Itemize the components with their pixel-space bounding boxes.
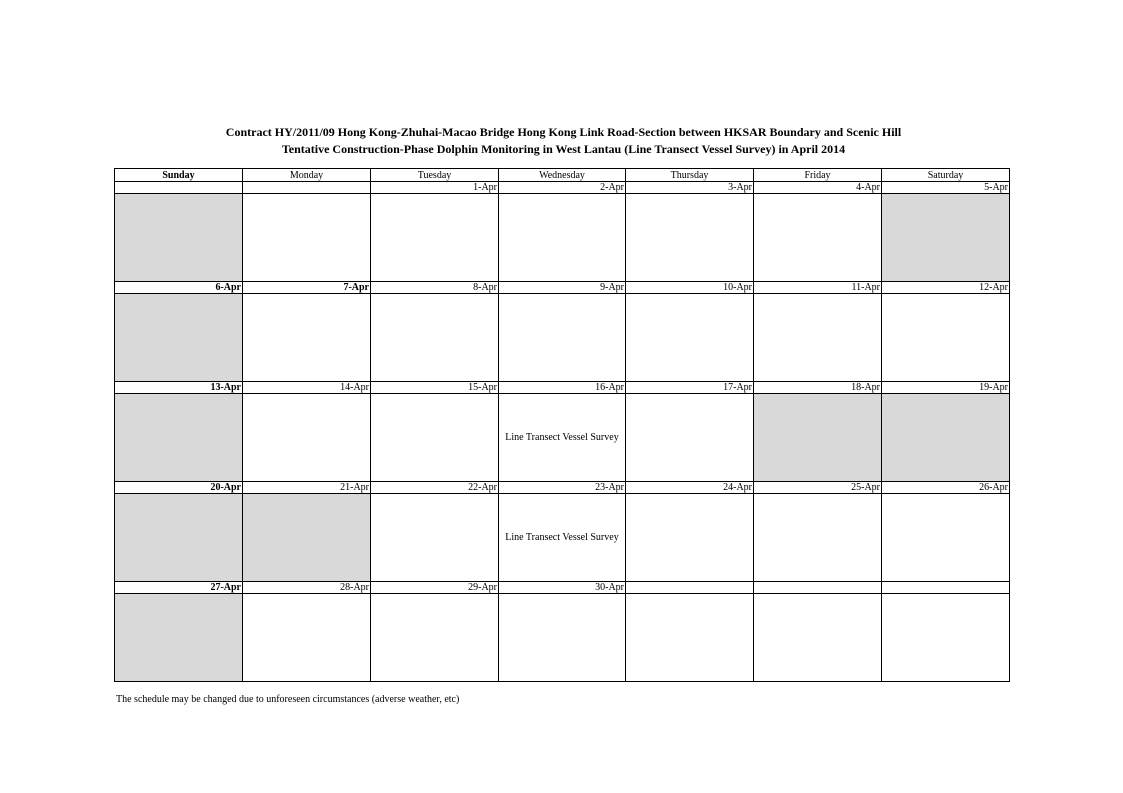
date-row (115, 282, 1010, 294)
day-cell (371, 294, 499, 382)
day-cell (754, 594, 882, 682)
day-cell (754, 294, 882, 382)
date-label-saturday (882, 582, 1010, 594)
date-label-wednesday: 16-Apr (499, 382, 626, 394)
date-label-monday: 21-Apr (243, 482, 371, 494)
day-body-row (115, 194, 1010, 282)
day-cell (371, 194, 499, 282)
date-label-thursday: 17-Apr (626, 382, 754, 394)
date-label-wednesday: 30-Apr (499, 582, 626, 594)
day-cell (243, 394, 371, 482)
date-label-saturday: 19-Apr (882, 382, 1010, 394)
calendar-table (114, 168, 1010, 682)
day-cell (626, 194, 754, 282)
day-cell (626, 294, 754, 382)
date-label-saturday: 26-Apr (882, 482, 1010, 494)
date-row (115, 582, 1010, 594)
date-label-thursday: 10-Apr (626, 282, 754, 294)
day-cell (371, 494, 499, 582)
day-cell (371, 394, 499, 482)
day-cell (754, 394, 882, 482)
day-cell (371, 594, 499, 682)
day-cell (115, 394, 243, 482)
day-cell (243, 194, 371, 282)
date-label-sunday: 13-Apr (115, 382, 243, 394)
date-label-thursday: 3-Apr (626, 182, 754, 194)
date-label-friday: 25-Apr (754, 482, 882, 494)
day-cell (499, 594, 626, 682)
day-body-row (115, 294, 1010, 382)
date-label-friday: 11-Apr (754, 282, 882, 294)
date-label-tuesday: 29-Apr (371, 582, 499, 594)
date-label-thursday (626, 582, 754, 594)
day-cell (115, 194, 243, 282)
date-label-saturday: 5-Apr (882, 182, 1010, 194)
weekday-header-row (115, 169, 1010, 182)
date-row (115, 382, 1010, 394)
date-label-friday (754, 582, 882, 594)
date-row (115, 182, 1010, 194)
weekday-header-monday: Monday (243, 169, 371, 182)
day-cell (882, 294, 1010, 382)
date-label-monday: 7-Apr (243, 282, 371, 294)
day-cell (243, 594, 371, 682)
weekday-header-friday: Friday (754, 169, 882, 182)
document-subtitle: Tentative Construction-Phase Dolphin Monitoring in West Lantau (Line Transect Vessel Survey) in April 2014 (281, 142, 846, 156)
weekday-header-thursday: Thursday (626, 169, 754, 182)
day-cell (754, 494, 882, 582)
weekday-header-tuesday: Tuesday (371, 169, 499, 182)
date-label-monday: 28-Apr (243, 582, 371, 594)
day-cell (882, 394, 1010, 482)
day-cell (626, 594, 754, 682)
survey-event-cell: Line Transect Vessel Survey (499, 494, 626, 582)
date-label-sunday: 6-Apr (115, 282, 243, 294)
day-cell (115, 594, 243, 682)
date-label-monday (243, 182, 371, 194)
weekday-header-saturday: Saturday (882, 169, 1010, 182)
weekday-header-wednesday: Wednesday (499, 169, 626, 182)
day-cell (626, 394, 754, 482)
day-cell (243, 494, 371, 582)
document-title: Contract HY/2011/09 Hong Kong-Zhuhai-Macao Bridge Hong Kong Link Road-Section between HKSAR Boundary and Scenic Hill (225, 125, 902, 139)
date-label-friday: 18-Apr (754, 382, 882, 394)
date-label-sunday (115, 182, 243, 194)
day-body-row (115, 394, 1010, 482)
day-cell (882, 594, 1010, 682)
date-label-tuesday: 22-Apr (371, 482, 499, 494)
date-label-wednesday: 2-Apr (499, 182, 626, 194)
date-label-monday: 14-Apr (243, 382, 371, 394)
day-cell (115, 494, 243, 582)
date-label-tuesday: 15-Apr (371, 382, 499, 394)
schedule-footnote: The schedule may be changed due to unforeseen circumstances (adverse weather, etc) (116, 694, 460, 705)
date-label-tuesday: 1-Apr (371, 182, 499, 194)
day-cell (754, 194, 882, 282)
date-label-friday: 4-Apr (754, 182, 882, 194)
survey-event-cell: Line Transect Vessel Survey (499, 394, 626, 482)
day-cell (626, 494, 754, 582)
date-label-saturday: 12-Apr (882, 282, 1010, 294)
day-body-row (115, 594, 1010, 682)
date-row (115, 482, 1010, 494)
date-label-tuesday: 8-Apr (371, 282, 499, 294)
day-cell (499, 294, 626, 382)
date-label-wednesday: 9-Apr (499, 282, 626, 294)
date-label-thursday: 24-Apr (626, 482, 754, 494)
day-body-row (115, 494, 1010, 582)
weekday-header-sunday: Sunday (115, 169, 243, 182)
day-cell (882, 494, 1010, 582)
day-cell (882, 194, 1010, 282)
day-cell (243, 294, 371, 382)
day-cell (499, 194, 626, 282)
date-label-sunday: 20-Apr (115, 482, 243, 494)
date-label-wednesday: 23-Apr (499, 482, 626, 494)
date-label-sunday: 27-Apr (115, 582, 243, 594)
day-cell (115, 294, 243, 382)
